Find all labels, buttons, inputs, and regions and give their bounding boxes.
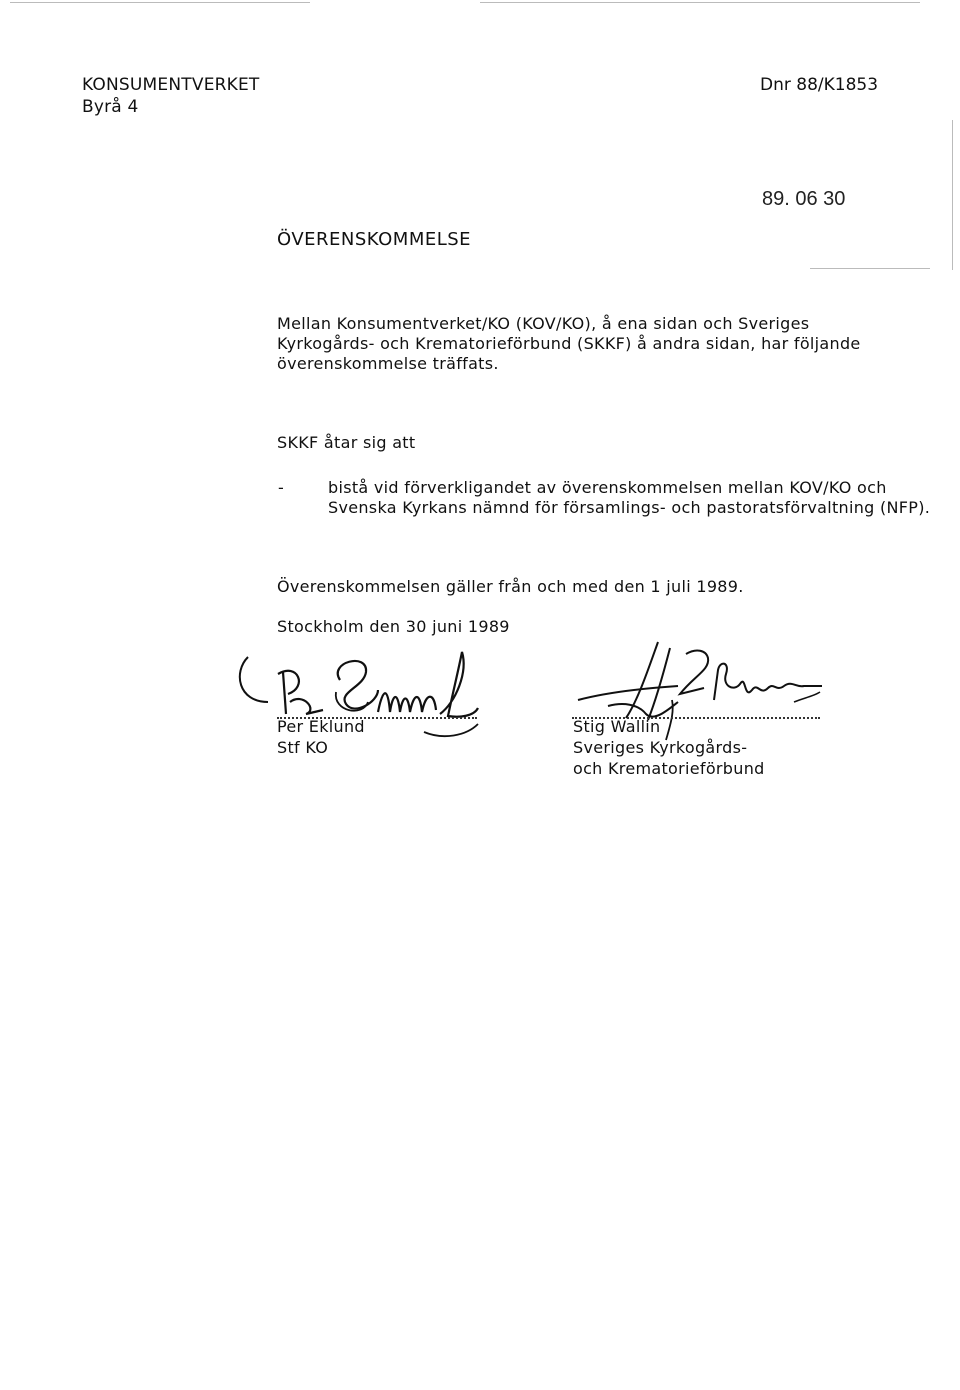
signatory-1-name: Per Eklund [277,717,365,736]
organization-name: KONSUMENTVERKET [82,75,260,95]
obligation-item: bistå vid förverkligandet av överenskommelsen mellan KOV/KO och Svenska Kyrkans nämnd för församlings- och pastoratsförvaltning (NFP). [328,478,931,517]
signatory-2-org-line-1: Sveriges Kyrkogårds- [573,738,748,757]
reference-number: Dnr 88/K1853 [760,75,879,95]
letterhead [82,74,260,118]
received-date-stamp: 89. 06 30 [762,188,846,210]
scan-speck [952,120,953,270]
validity-statement: Överenskommelsen gäller från och med den 1 juli 1989. [277,577,744,596]
intro-paragraph: Mellan Konsumentverket/KO (KOV/KO), å ena sidan och Sveriges Kyrkogårds- och Krematorieförbund (SKKF) å andra sidan, har följande överenskommelse träffats. [277,314,861,373]
obligation-lead: SKKF åtar sig att [277,433,416,452]
place-and-date: Stockholm den 30 juni 1989 [277,617,510,636]
signatory-1-title: Stf KO [277,738,329,757]
scan-speck [480,2,920,3]
scan-speck [10,2,310,3]
scan-speck [810,268,930,269]
list-dash: - [278,478,284,497]
department-name: Byrå 4 [82,97,139,117]
document-title: ÖVERENSKOMMELSE [277,229,472,250]
signatory-2-org-line-2: och Krematorieförbund [573,759,765,778]
signatory-2-name: Stig Wallin [573,717,661,736]
